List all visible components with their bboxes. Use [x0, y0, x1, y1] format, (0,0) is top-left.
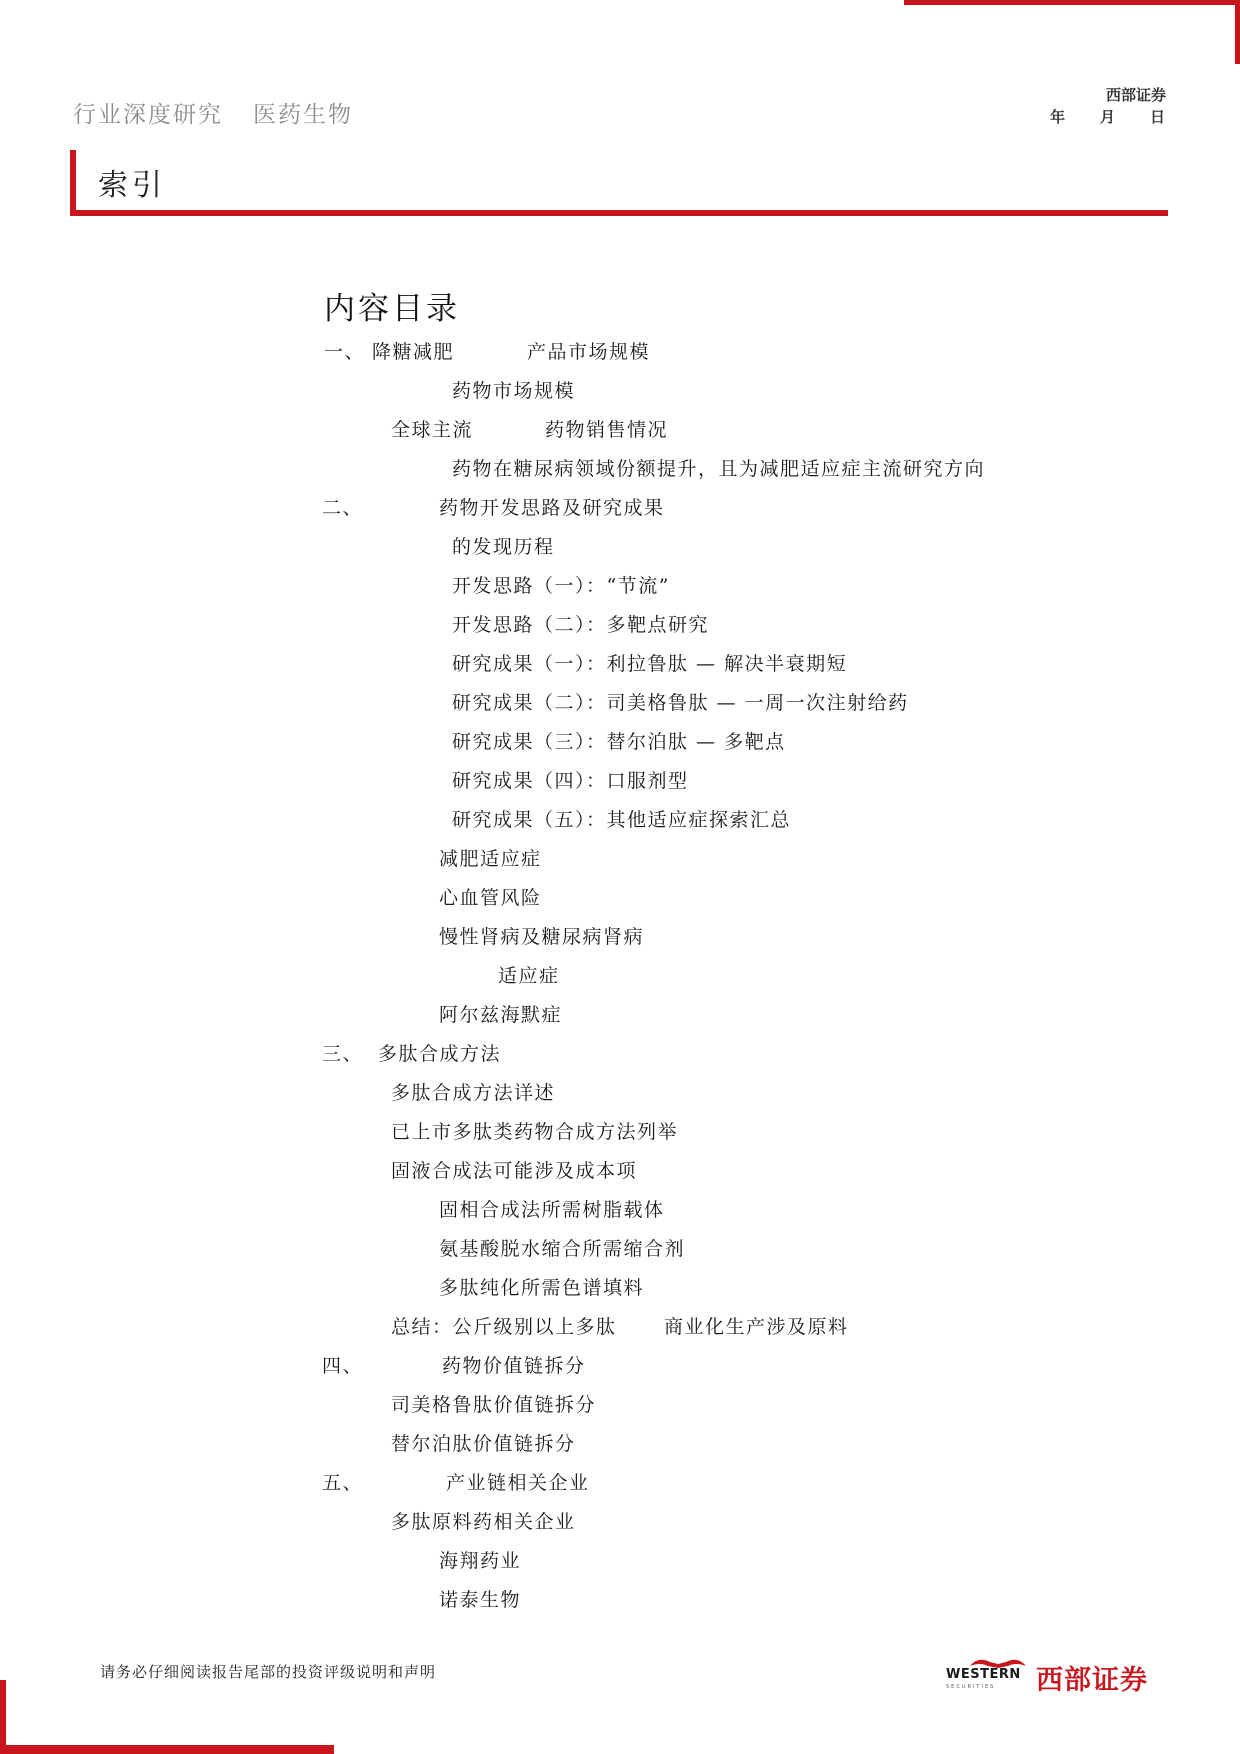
header-brand: 西部证券	[1105, 86, 1166, 104]
toc-entry-text: 产业链相关企业	[446, 1472, 590, 1494]
date-day: 日	[1149, 108, 1166, 126]
footer-disclaimer: 请务必仔细阅读报告尾部的投资评级说明和声明	[100, 1663, 437, 1681]
toc-entry[interactable]	[0, 1315, 1240, 1339]
toc-entry-text: 氨基酸脱水缩合所需缩合剂	[439, 1238, 686, 1260]
bottom-left-bar-h	[0, 1745, 334, 1754]
toc-entry-text: 多肽合成方法	[378, 1043, 502, 1065]
toc-entry[interactable]	[0, 847, 1240, 871]
toc-entry[interactable]	[0, 652, 1240, 676]
toc-entry-text: 减肥适应症	[439, 848, 542, 870]
toc-entry-text: 司美格鲁肽价值链拆分	[391, 1394, 597, 1416]
toc-entry-text: 的发现历程	[452, 536, 555, 558]
toc-entry[interactable]	[0, 1237, 1240, 1261]
toc-entry-text: 多肽原料药相关企业	[391, 1511, 576, 1533]
toc-entry[interactable]	[0, 574, 1240, 598]
toc-entry-text: 药物市场规模	[452, 380, 576, 402]
toc-entry-text: 全球主流	[391, 419, 474, 441]
toc-entry-text: 开发思路（二）：多靶点研究	[452, 614, 710, 636]
toc-entry[interactable]	[0, 340, 1240, 364]
toc-entry[interactable]	[0, 535, 1240, 559]
toc-entry-text: 降糖减肥	[372, 341, 455, 363]
toc-entry[interactable]	[0, 1120, 1240, 1144]
toc-entry-text: 药物在糖尿病领域份额提升，且为减肥适应症主流研究方向	[452, 458, 986, 480]
toc-entry-text: 诺泰生物	[439, 1589, 522, 1611]
toc-entry[interactable]	[0, 1276, 1240, 1300]
toc-entry-number: 四、	[322, 1355, 364, 1377]
toc-entry[interactable]	[0, 1081, 1240, 1105]
toc-entry[interactable]	[0, 457, 1240, 481]
toc-entry-text: 药物开发思路及研究成果	[439, 497, 665, 519]
toc-entry-text: 开发思路（一）：“节流”	[452, 575, 670, 597]
toc-entry-text: 研究成果（五）：其他适应症探索汇总	[452, 809, 792, 831]
toc-entry-number: 三、	[322, 1043, 364, 1065]
section-title: 索引	[98, 168, 166, 203]
toc-entry[interactable]	[0, 808, 1240, 832]
title-underline	[70, 210, 1168, 216]
toc-entry-text: 阿尔兹海默症	[439, 1004, 563, 1026]
top-right-bar-h	[904, 0, 1240, 5]
toc-entry[interactable]	[0, 1432, 1240, 1456]
toc-entry[interactable]	[0, 1471, 1240, 1495]
toc-entry-text: 药物销售情况	[545, 419, 669, 441]
header-date	[1050, 106, 1166, 127]
toc-entry-number: 二、	[322, 497, 364, 519]
toc-entry-number: 五、	[322, 1472, 364, 1494]
toc-entry-text: 研究成果（二）：司美格鲁肽 — 一周一次注射给药	[452, 692, 909, 714]
toc-entry[interactable]	[0, 496, 1240, 520]
company-logo	[946, 1654, 1166, 1694]
toc-entry[interactable]	[0, 886, 1240, 910]
logo-english: WESTERN	[946, 1667, 1021, 1682]
toc-entry[interactable]	[0, 1042, 1240, 1066]
toc-entry-text: 研究成果（一）：利拉鲁肽 — 解决半衰期短	[452, 653, 848, 675]
top-right-bar-v	[1235, 0, 1240, 64]
toc-entry[interactable]	[0, 379, 1240, 403]
toc-entry-text: 研究成果（四）：口服剂型	[452, 770, 689, 792]
logo-chinese: 西部证券	[1036, 1665, 1148, 1696]
date-month: 月	[1099, 108, 1116, 126]
toc-entry-text: 海翔药业	[439, 1550, 522, 1572]
date-year: 年	[1049, 108, 1066, 126]
toc-entry-text: 适应症	[498, 965, 560, 987]
logo-english-sub: SECURITIES	[946, 1684, 996, 1690]
title-left-bar	[70, 150, 76, 212]
toc-entry-text: 产品市场规模	[527, 341, 651, 363]
toc-entry-text: 固相合成法所需树脂载体	[439, 1199, 665, 1221]
bottom-left-bar-v	[0, 1680, 6, 1754]
report-sector-label: 医药生物	[253, 102, 353, 128]
toc-entry-text: 心血管风险	[439, 887, 542, 909]
toc-entry-text: 固液合成法可能涉及成本项	[391, 1160, 638, 1182]
toc-entry[interactable]	[0, 1549, 1240, 1573]
toc-entry-text: 商业化生产涉及原料	[664, 1316, 849, 1338]
toc-entry[interactable]	[0, 418, 1240, 442]
toc-entry-text: 总结：公斤级别以上多肽	[391, 1316, 617, 1338]
toc-entry[interactable]	[0, 769, 1240, 793]
toc-entry-text: 多肽纯化所需色谱填料	[439, 1277, 645, 1299]
toc-entry-text: 多肽合成方法详述	[391, 1082, 556, 1104]
toc-entry[interactable]	[0, 1510, 1240, 1534]
toc-entry-number: 一、	[324, 341, 366, 363]
toc-entry[interactable]	[0, 691, 1240, 715]
toc-entry-text: 药物价值链拆分	[442, 1355, 586, 1377]
toc-entry-text: 替尔泊肽价值链拆分	[391, 1433, 576, 1455]
toc-entry[interactable]	[0, 1354, 1240, 1378]
toc-entry-text: 研究成果（三）：替尔泊肽 — 多靶点	[452, 731, 786, 753]
toc-entry[interactable]	[0, 730, 1240, 754]
toc-title: 内容目录	[324, 291, 460, 327]
toc-entry-text: 慢性肾病及糖尿病肾病	[439, 926, 645, 948]
toc-entry[interactable]	[0, 1159, 1240, 1183]
toc-entry[interactable]	[0, 925, 1240, 949]
report-category-label: 行业深度研究	[73, 102, 223, 128]
toc-entry[interactable]	[0, 1588, 1240, 1612]
toc-entry[interactable]	[0, 613, 1240, 637]
report-category	[73, 96, 353, 129]
toc-entry[interactable]	[0, 964, 1240, 988]
toc-entry[interactable]	[0, 1393, 1240, 1417]
toc-entry-text: 已上市多肽类药物合成方法列举	[391, 1121, 679, 1143]
toc-entry[interactable]	[0, 1198, 1240, 1222]
toc-entry[interactable]	[0, 1003, 1240, 1027]
